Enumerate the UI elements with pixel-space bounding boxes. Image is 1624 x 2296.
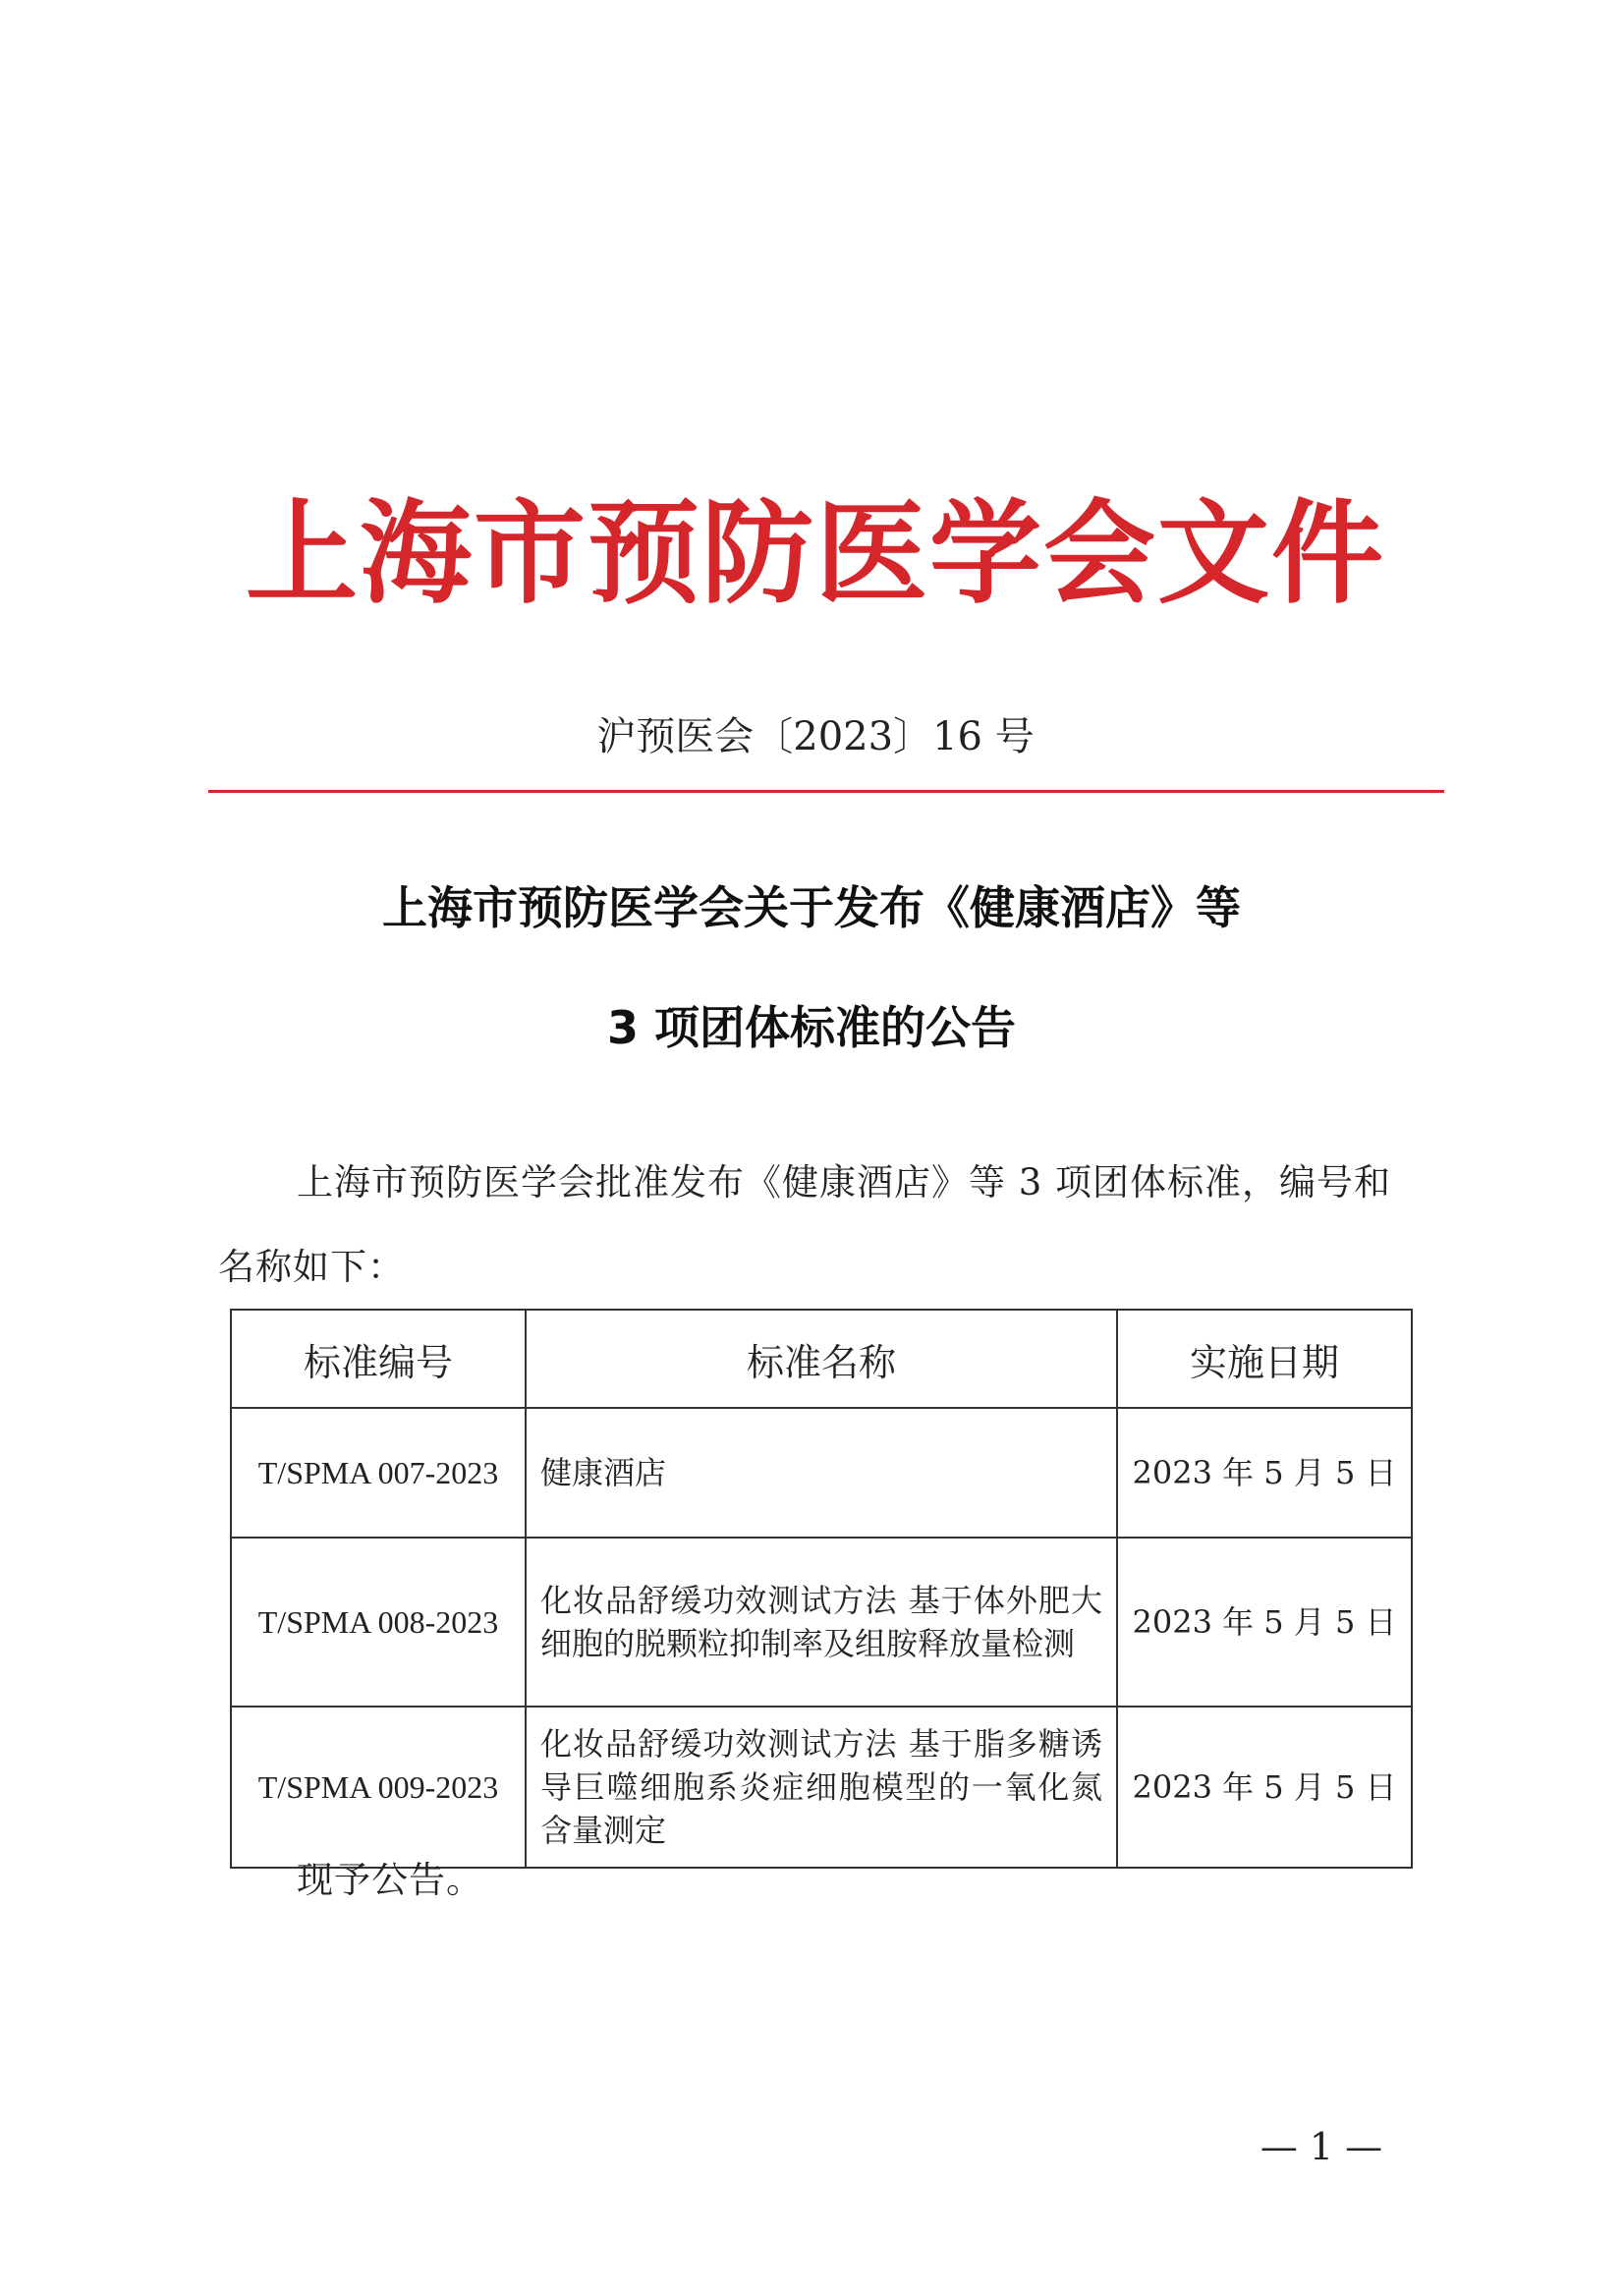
standard-name-cell: 化妆品舒缓功效测试方法 基于脂多糖诱导巨噬细胞系炎症细胞模型的一氧化氮含量测定 (526, 1707, 1117, 1868)
effective-date-cell: 2023 年 5 月 5 日 (1117, 1707, 1412, 1868)
table-row (231, 1408, 1412, 1538)
standard-code-cell: T/SPMA 009-2023 (231, 1707, 526, 1868)
document-number: 沪预医会〔2023〕16 号 (596, 714, 1035, 759)
announcement-title-line2: 3 项团体标准的公告 (606, 1001, 1017, 1054)
standard-code-cell: T/SPMA 008-2023 (231, 1538, 526, 1707)
table-row (231, 1538, 1412, 1707)
header-effective-date: 实施日期 (1117, 1310, 1412, 1408)
page-number: — 1 — (1260, 2125, 1383, 2168)
header-standard-code: 标准编号 (231, 1310, 526, 1408)
announcement-title-line1: 上海市预防医学会关于发布《健康酒店》等 (382, 881, 1241, 934)
effective-date-cell: 2023 年 5 月 5 日 (1117, 1408, 1412, 1538)
standards-table (230, 1309, 1413, 1869)
standard-name-cell: 健康酒店 (526, 1408, 1117, 1538)
table-header-row (231, 1310, 1412, 1408)
document-masthead: 上海市预防医学会文件 (245, 487, 1385, 619)
closing-statement: 现予公告。 (297, 1859, 483, 1901)
body-paragraph-line2: 名称如下： (218, 1246, 405, 1288)
effective-date-cell: 2023 年 5 月 5 日 (1117, 1538, 1412, 1707)
red-divider-line (208, 790, 1444, 793)
header-standard-name: 标准名称 (526, 1310, 1117, 1408)
body-paragraph-line1: 上海市预防医学会批准发布《健康酒店》等 3 项团体标准，编号和 (297, 1161, 1392, 1204)
standard-name-cell: 化妆品舒缓功效测试方法 基于体外肥大细胞的脱颗粒抑制率及组胺释放量检测 (526, 1538, 1117, 1707)
table-row (231, 1707, 1412, 1868)
standard-code-cell: T/SPMA 007-2023 (231, 1408, 526, 1538)
